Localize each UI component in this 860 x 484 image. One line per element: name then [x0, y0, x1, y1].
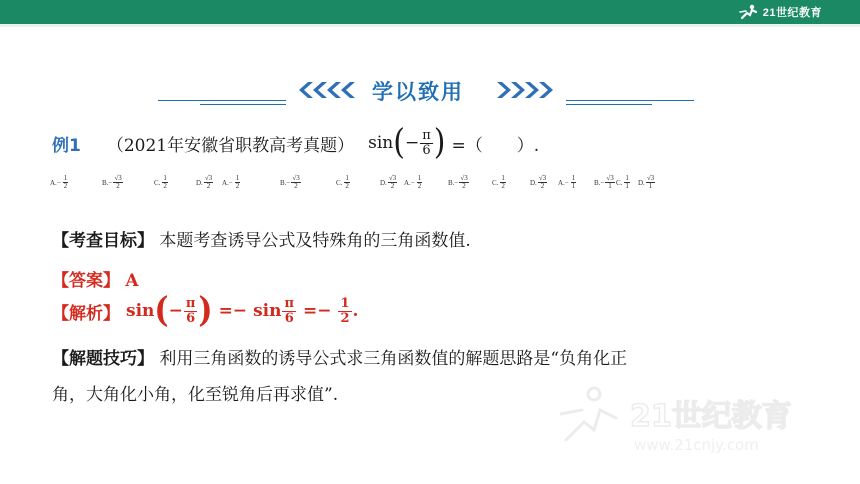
- example-label: 例1: [52, 135, 81, 156]
- choice-item: [448, 175, 470, 191]
- example-source: （2021年安徽省职教高考真题）: [106, 135, 355, 156]
- choice-sign: −: [410, 178, 415, 187]
- analysis-left-paren: (: [154, 290, 169, 331]
- choice-letter: D.: [196, 178, 203, 187]
- header-line-left: [158, 100, 286, 101]
- choice-num: 1: [417, 174, 422, 182]
- choice-sign: −: [564, 178, 569, 187]
- choice-letter: C.: [616, 178, 623, 187]
- choice-letter: D.: [530, 178, 537, 187]
- choice-item: [336, 175, 352, 191]
- tips-paragraph-cont: [52, 380, 338, 405]
- chevron-left-icon: [296, 80, 358, 100]
- top-divider: [0, 24, 860, 27]
- choice-num: √3: [606, 174, 614, 182]
- chevrons-right: [494, 80, 556, 100]
- analysis-num-1: π: [185, 295, 196, 311]
- choice-num: 1: [571, 174, 576, 182]
- section-title: 学以致用: [372, 80, 464, 104]
- choice-den: 1: [571, 182, 576, 191]
- tips-line-2: 角，大角化小角，化至锐角后再求值”.: [52, 385, 339, 405]
- choice-fraction: [605, 175, 614, 191]
- choice-sign: −: [600, 178, 605, 187]
- logo-text: 21世纪教育: [762, 7, 822, 19]
- analysis-eq-2: =−: [302, 301, 332, 321]
- choice-fraction: [62, 175, 70, 191]
- choice-num: 1: [345, 174, 349, 182]
- answer-tag: 【答案】: [52, 271, 120, 291]
- choice-sign: −: [108, 178, 113, 187]
- watermark-text: 21世纪教育: [630, 399, 792, 434]
- right-paren: ): [433, 122, 446, 163]
- analysis-tag: 【解析】: [52, 303, 120, 324]
- choice-num: √3: [538, 174, 547, 182]
- example-func: sin: [368, 133, 394, 153]
- choice-item: [280, 175, 302, 191]
- chevrons-left: [296, 80, 358, 100]
- choice-den: 2: [206, 182, 211, 191]
- choice-num: √3: [292, 174, 300, 182]
- choice-letter: C.: [154, 178, 161, 187]
- example-fraction: [420, 129, 433, 157]
- choice-letter: A.: [558, 178, 565, 187]
- brand-logo: [738, 4, 822, 20]
- choice-den: 1: [648, 182, 653, 191]
- tips-paragraph: [52, 344, 627, 369]
- tips-tag: 【解题技巧】: [52, 349, 154, 369]
- choice-fraction: [388, 175, 397, 191]
- choice-num: √3: [388, 174, 397, 182]
- choice-letter: B.: [448, 178, 455, 187]
- choice-item: [638, 175, 656, 191]
- analysis-fraction-1: [184, 297, 198, 325]
- choice-item: [380, 175, 398, 191]
- analysis-paragraph: [52, 290, 359, 331]
- example-question: [52, 122, 540, 163]
- example-neg: −: [404, 133, 420, 153]
- choice-num: 1: [235, 174, 240, 182]
- choice-fraction: [291, 175, 300, 191]
- choice-item: [102, 175, 124, 191]
- analysis-eq-1: =−: [218, 301, 248, 321]
- choice-sign: −: [286, 178, 291, 187]
- choice-den: 2: [462, 182, 466, 191]
- choice-fraction: [343, 175, 351, 191]
- fraction-denominator: 6: [422, 142, 431, 158]
- choice-item: [50, 175, 70, 191]
- analysis-den-1: 6: [186, 310, 196, 326]
- choice-den: 2: [294, 182, 298, 191]
- choice-den: 2: [235, 182, 240, 191]
- choice-fraction: [538, 175, 547, 191]
- header-line-left-short: [200, 104, 286, 105]
- header-line-right: [566, 100, 694, 101]
- choice-den: 2: [163, 182, 167, 191]
- choice-fraction: [459, 175, 468, 191]
- choice-item: [594, 175, 616, 191]
- choice-letter: A.: [404, 178, 411, 187]
- analysis-neg: −: [168, 301, 183, 321]
- choice-sign: −: [228, 178, 233, 187]
- choice-item: [404, 175, 424, 191]
- choice-den: 1: [625, 182, 629, 191]
- answer-value: A: [125, 271, 139, 291]
- goal-paragraph: [52, 226, 471, 251]
- analysis-right-paren: ): [198, 290, 213, 331]
- answer-choices: [50, 175, 670, 205]
- choice-letter: B.: [280, 178, 287, 187]
- watermark-url: www.21cnjy.com: [634, 436, 759, 454]
- choice-item: [492, 175, 508, 191]
- choice-den: 2: [63, 182, 68, 191]
- choice-item: [558, 175, 578, 191]
- choice-letter: A.: [50, 178, 57, 187]
- left-paren: (: [393, 122, 405, 163]
- choice-item: [222, 175, 242, 191]
- analysis-fraction-2: [282, 297, 296, 325]
- choice-letter: A.: [222, 178, 229, 187]
- choice-item: [154, 175, 170, 191]
- choice-sign: −: [454, 178, 459, 187]
- top-banner: [0, 0, 860, 24]
- choice-fraction: [646, 175, 655, 191]
- runner-icon: [738, 4, 760, 20]
- watermark-logo: [560, 380, 850, 460]
- analysis-func-2: sin: [253, 301, 282, 321]
- analysis-den-3: 2: [340, 310, 350, 326]
- analysis-num-3: 1: [340, 295, 350, 311]
- goal-tag: 【考查目标】: [52, 231, 154, 251]
- analysis-func: sin: [126, 301, 155, 321]
- section-header: [0, 74, 860, 110]
- choice-letter: C.: [336, 178, 343, 187]
- analysis-num-2: π: [284, 295, 294, 311]
- choice-den: 2: [417, 182, 422, 191]
- example-equals: =（ ）.: [451, 135, 540, 156]
- choice-fraction: [113, 175, 122, 191]
- header-line-right-short: [566, 104, 652, 105]
- choice-den: 1: [608, 182, 612, 191]
- choice-fraction: [161, 175, 169, 191]
- choice-letter: D.: [380, 178, 387, 187]
- choice-sign: −: [56, 178, 61, 187]
- choice-den: 2: [540, 182, 545, 191]
- chevron-right-icon: [494, 80, 556, 100]
- choice-num: 1: [163, 174, 167, 182]
- choice-fraction: [499, 175, 507, 191]
- choice-letter: C.: [492, 178, 499, 187]
- choice-den: 2: [390, 182, 395, 191]
- tips-line-1: 利用三角函数的诱导公式求三角函数值的解题思路是“负角化正: [159, 349, 628, 369]
- choice-fraction: [570, 175, 578, 191]
- fraction-numerator: π: [422, 127, 431, 143]
- choice-den: 2: [116, 182, 120, 191]
- choice-fraction: [204, 175, 213, 191]
- choice-fraction: [234, 175, 242, 191]
- choice-fraction: [623, 175, 631, 191]
- choice-num: 1: [501, 174, 505, 182]
- goal-text: 本题考查诱导公式及特殊角的三角函数值.: [159, 231, 471, 251]
- analysis-fraction-3: [338, 297, 351, 325]
- choice-item: [616, 175, 632, 191]
- choice-letter: D.: [638, 178, 645, 187]
- analysis-end: .: [352, 301, 359, 321]
- choice-num: 1: [63, 174, 68, 182]
- analysis-den-2: 6: [284, 310, 294, 326]
- choice-letter: B.: [102, 178, 109, 187]
- answer-paragraph: [52, 266, 139, 291]
- choice-letter: B.: [594, 178, 601, 187]
- choice-item: [196, 175, 214, 191]
- choice-den: 2: [501, 182, 505, 191]
- choice-den: 2: [345, 182, 349, 191]
- choice-item: [530, 175, 548, 191]
- choice-num: √3: [204, 174, 213, 182]
- choice-fraction: [416, 175, 424, 191]
- choice-num: √3: [460, 174, 468, 182]
- choice-num: 1: [625, 174, 629, 182]
- choice-num: √3: [646, 174, 655, 182]
- choice-num: √3: [114, 174, 122, 182]
